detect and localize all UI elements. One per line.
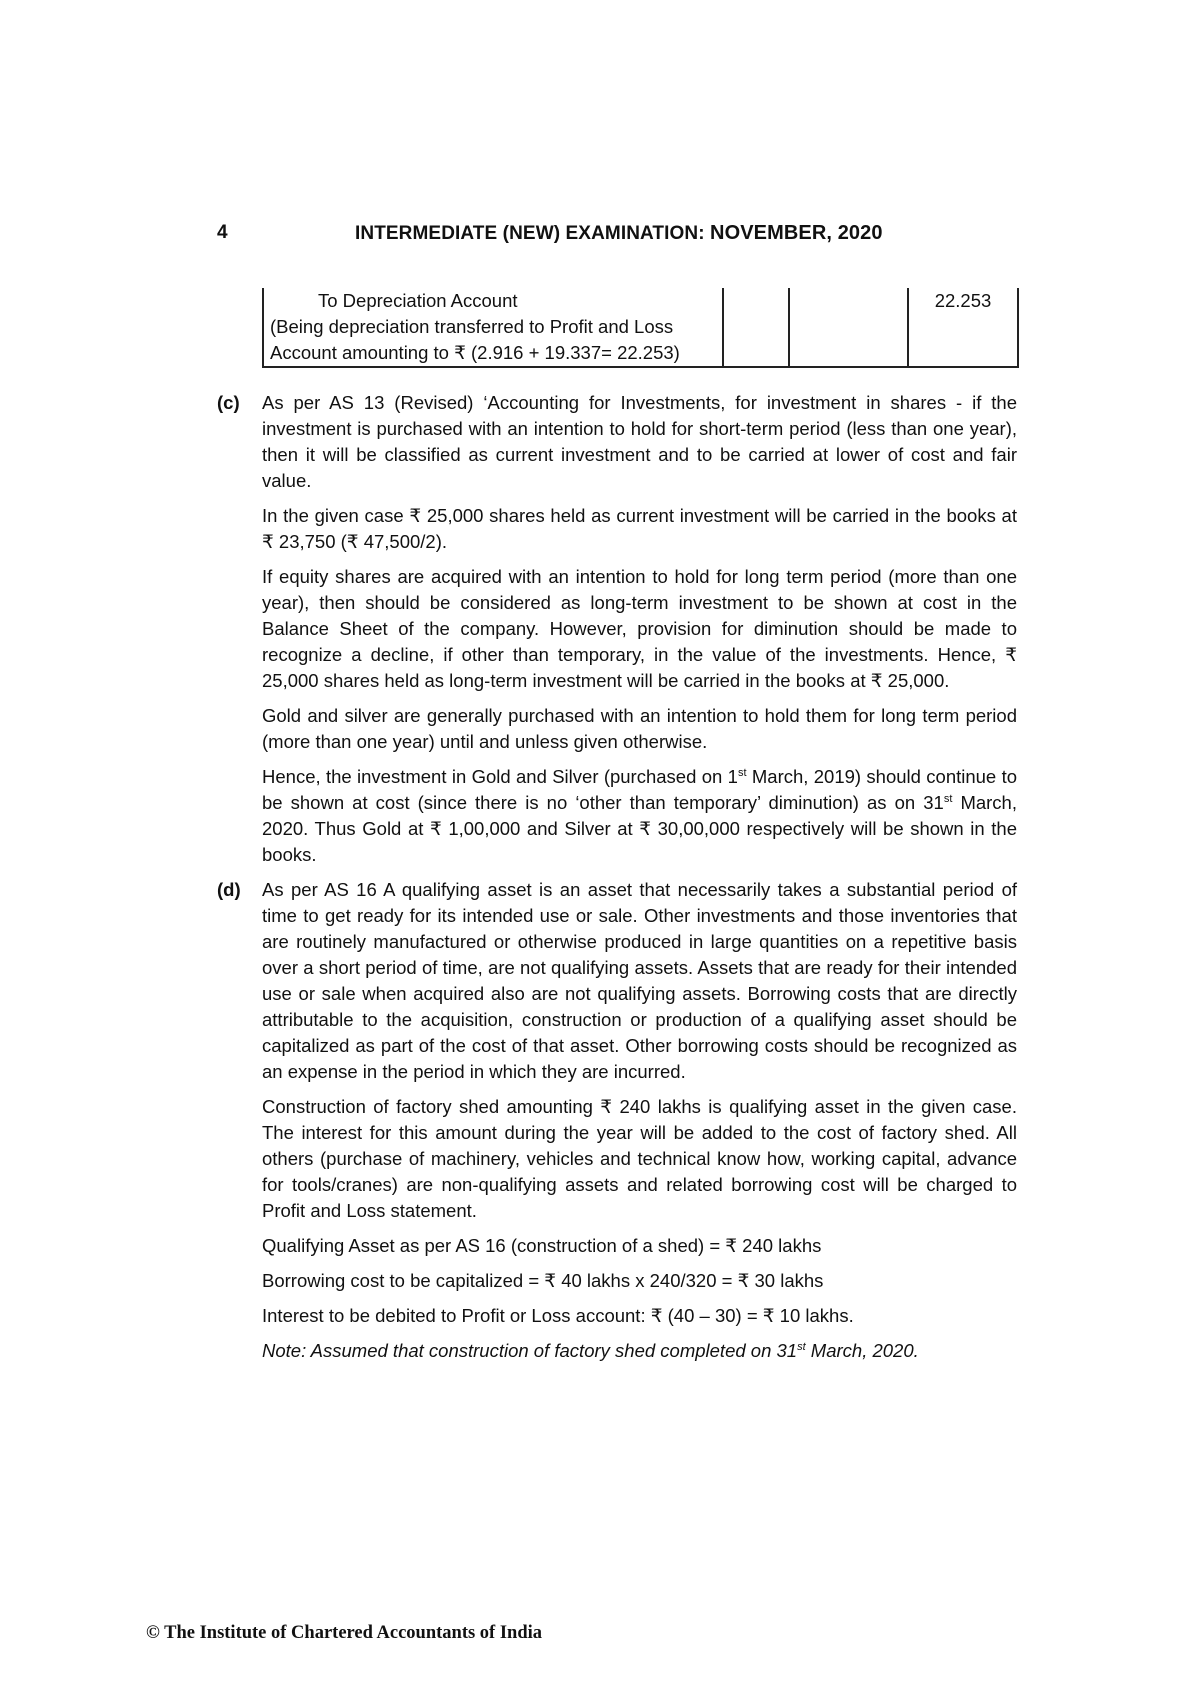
p5-sup-1: st <box>737 766 747 779</box>
assumption-note <box>262 1338 1017 1364</box>
particulars-cell <box>263 288 723 367</box>
page-header <box>217 222 917 250</box>
table-row <box>263 288 1018 367</box>
section-c-paragraph-4: Gold and silver are generally purchased with an intention to hold them for long term period (more than one year) until and unless given otherwise. <box>262 705 1017 752</box>
page-footer: © The Institute of Chartered Accountants of India <box>146 1623 543 1643</box>
section-d-paragraph-2: Construction of factory shed amounting ₹ 240 lakhs is qualifying asset in the given case. The interest for this amount during the year will be added to the cost of factory shed. All others (purchase of machinery, vehicles and technical know how, working capital, advance for tools/cranes) are non-qualifying assets and related borrowing cost will be charged to Profit and Loss statement. <box>262 1096 1017 1221</box>
section-d <box>217 877 1017 1364</box>
p5-part-a: Hence, the investment in Gold and Silver (purchased on 1 <box>262 766 738 787</box>
calc-line-1: Qualifying Asset as per AS 16 (construction of a shed) = ₹ 240 lakhs <box>262 1235 822 1256</box>
p5-part-b: March, 2019) should continue to be shown at cost (since there is no ‘other than temporary’ diminution) as on 31 <box>262 766 1017 813</box>
section-c <box>217 390 1017 868</box>
lf-cell <box>723 288 789 367</box>
section-c-label: (c) <box>217 392 240 413</box>
calc-line-3: Interest to be debited to Profit or Loss account: ₹ (40 – 30) = ₹ 10 lakhs. <box>262 1305 854 1326</box>
note-sup: st <box>797 1340 806 1353</box>
debit-cell <box>789 288 908 367</box>
calculation-block <box>262 1233 1017 1364</box>
section-d-paragraph-1: As per AS 16 A qualifying asset is an asset that necessarily takes a substantial period of time to get ready for its intended use or sale. Other investments and those inventories that are routinely manufactured or otherwise produced in large quantities on a repetitive basis over a short period of time, are not qualifying assets. Assets that are ready for their intended use or sale when acquired also are not qualifying assets. Borrowing costs that are directly attributable to the acquisition, construction or production of a qualifying asset should be capitalized as part of the cost of that asset. Other borrowing costs should be recognized as an expense in the period in which they are incurred. <box>262 879 1017 1082</box>
running-title-suffix: NOVEMBER, 2020 <box>710 222 883 244</box>
to-account-line: To Depreciation Account <box>318 290 518 311</box>
p5-part-c: March, 2020. Thus Gold at ₹ 1,00,000 and Silver at ₹ 30,00,000 respectively will be shown in the books. <box>262 792 1017 865</box>
running-title-prefix: INTERMEDIATE (NEW) EXAMINATION: <box>355 223 711 244</box>
section-c-paragraph-2: In the given case ₹ 25,000 shares held as current investment will be carried in the books at ₹ 23,750 (₹ 47,500/2). <box>262 505 1017 552</box>
journal-entry-table <box>262 288 1019 368</box>
note-part-b: March, 2020. <box>805 1340 919 1361</box>
narration-line-1: (Being depreciation transferred to Profit and Loss <box>270 316 674 337</box>
section-c-paragraph-3: If equity shares are acquired with an intention to hold for long term period (more than one year), then should be considered as long-term investment to be shown at cost in the Balance Sheet of the company. However, provision for diminution should be made to recognize a decline, if other than temporary, in the value of the investments. Hence, ₹ 25,000 shares held as long-term investment will be carried in the books at ₹ 25,000. <box>262 566 1017 691</box>
section-c-paragraph-1: As per AS 13 (Revised) ‘Accounting for Investments, for investment in shares - if the investment is purchased with an intention to hold for short-term period (less than one year), then it will be classified as current investment and to be carried at lower of cost and fair value. <box>262 392 1017 491</box>
credit-cell: 22.253 <box>908 288 1018 367</box>
note-part-a: Note: Assumed that construction of factory shed completed on 31 <box>262 1340 798 1361</box>
narration-line-2: Account amounting to ₹ (2.916 + 19.337= 22.253) <box>270 342 680 363</box>
running-title <box>355 222 883 245</box>
page-number: 4 <box>217 222 228 243</box>
p5-sup-2: st <box>943 792 953 805</box>
section-d-label: (d) <box>217 879 241 900</box>
answer-body <box>217 390 1017 1373</box>
calc-line-2: Borrowing cost to be capitalized = ₹ 40 lakhs x 240/320 = ₹ 30 lakhs <box>262 1270 824 1291</box>
section-c-paragraph-5 <box>262 764 1017 868</box>
